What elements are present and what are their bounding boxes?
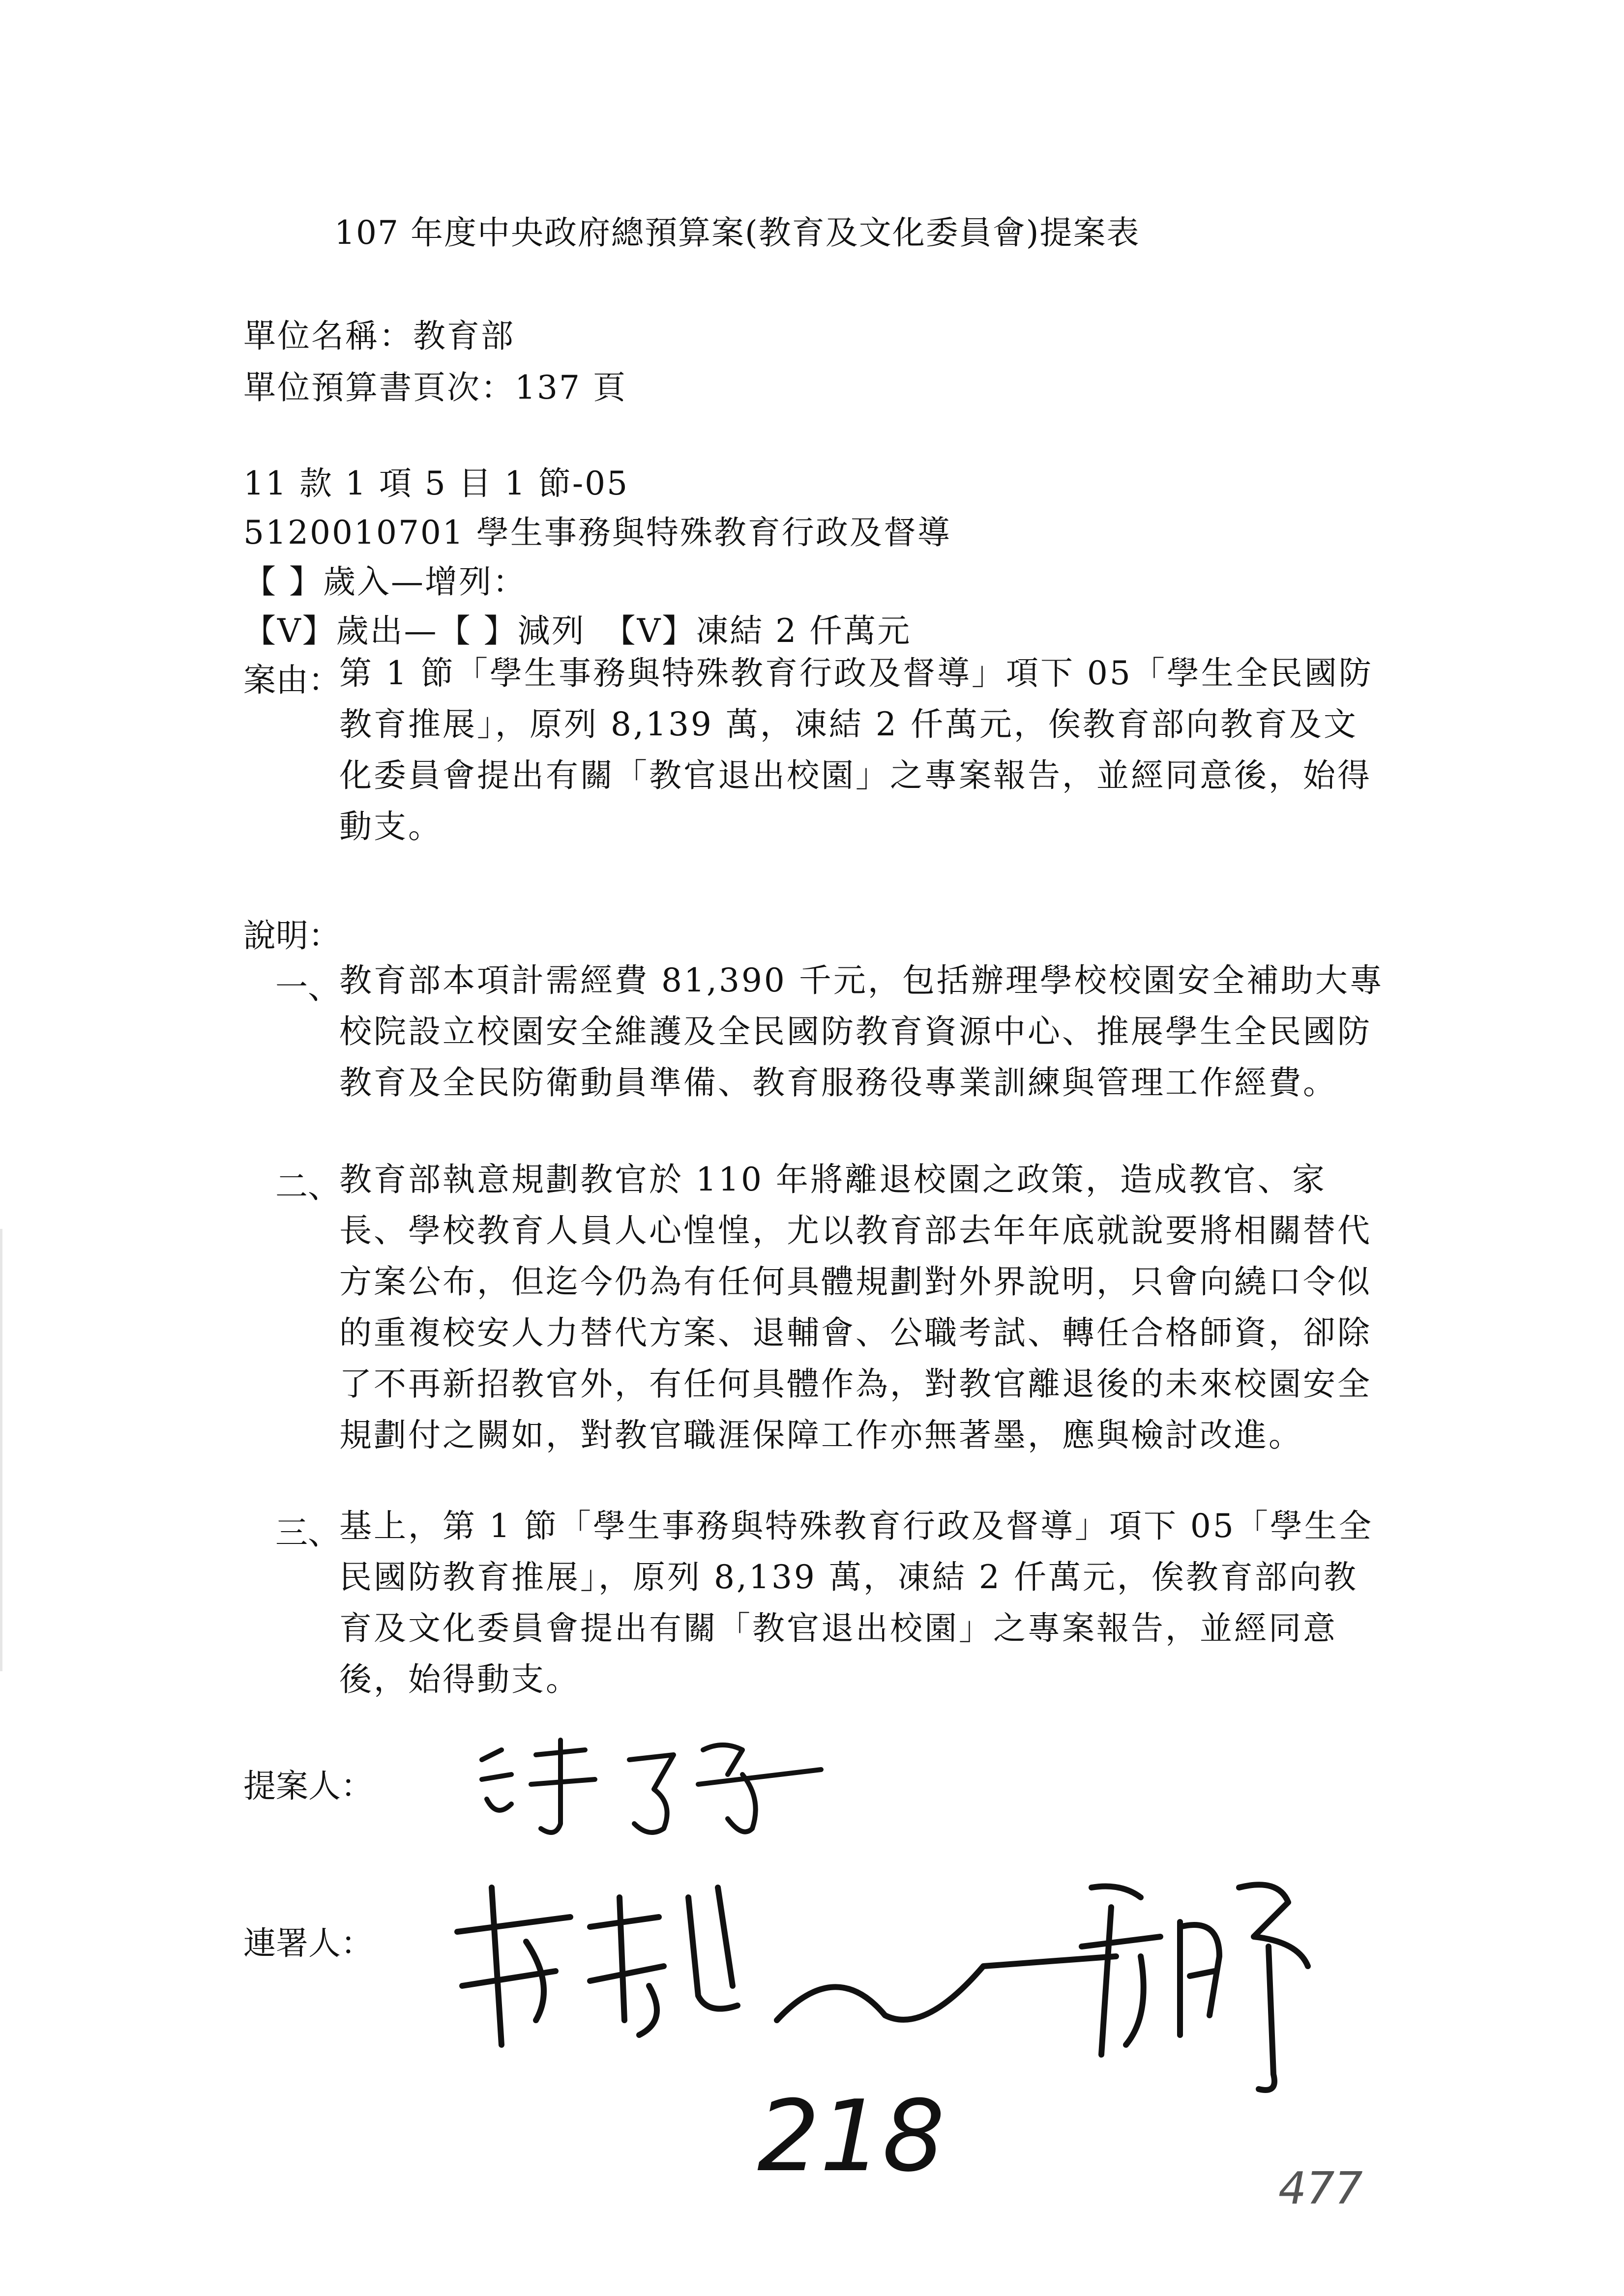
budget-item-name: 5120010701 學生事務與特殊教育行政及督導: [243, 514, 951, 552]
cosigner-label: 連署人：: [243, 1924, 373, 1962]
point-2-marker: 二、: [275, 1167, 340, 1205]
corner-number: 477: [1278, 2163, 1363, 2214]
point-2-text: 教育部執意規劃教官於 110 年將離退校園之政策，造成教官、家長、學校教育人員人心惶惶，尤以教育部去年年底就說要將相關替代方案公布，但迄今仍為有任何具體規劃對外界說明，只會向繞口令似的重複校安人力替代方案、退輔會、公職考試、轉任合格師資，卻除了不再新招教官外，有任何具體作為，對教官離退後的未來校園安全規劃付之闕如，對教官職涯保障工作亦無著墨，應與檢討改進。: [339, 1161, 1372, 1454]
scan-edge-shadow: [0, 1229, 2, 1671]
point-1-text: 教育部本項計需經費 81,390 千元，包括辦理學校校園安全補助大專校院設立校園安全維護及全民國防教育資源中心、推展學生全民國防教育及全民防衛動員準備、教育服務役專業訓練與管理工作經費。: [339, 961, 1384, 1102]
case-text: 第 1 節「學生事務與特殊教育行政及督導」項下 05「學生全民國防教育推展」，原列 8,139 萬，凍結 2 仟萬元，俟教育部向教育及文化委員會提出有關「教官退出校園」之專案報告，並經同意後，始得動支。: [339, 654, 1373, 845]
explanation-label: 說明：: [243, 917, 341, 955]
expense-freeze-line: 【V】歲出—【 】減列 【V】凍結 2 仟萬元: [243, 612, 912, 650]
unit-name: 單位名稱：教育部: [243, 317, 515, 355]
cosigner-signatures: [443, 1858, 1426, 2114]
budget-item-code: 11 款 1 項 5 目 1 節-05: [243, 465, 629, 502]
page-number: 218: [757, 2079, 945, 2194]
budget-page-reference: 單位預算書頁次：137 頁: [243, 369, 627, 407]
case-label: 案由：: [243, 661, 341, 699]
proposer-signature: [467, 1720, 860, 1848]
point-3-marker: 三、: [275, 1514, 340, 1552]
proposer-label: 提案人：: [243, 1767, 373, 1805]
revenue-increase-line: 【 】歲入—增列：: [243, 563, 527, 601]
point-3-text: 基上，第 1 節「學生事務與特殊教育行政及督導」項下 05「學生全民國防教育推展」，原列 8,139 萬，凍結 2 仟萬元，俟教育部向教育及文化委員會提出有關「教官退出校園」之專案報告，並經同意後，始得動支。: [339, 1507, 1373, 1698]
document-title: 107 年度中央政府總預算案(教育及文化委員會)提案表: [334, 214, 1140, 252]
point-1-marker: 一、: [275, 968, 340, 1006]
